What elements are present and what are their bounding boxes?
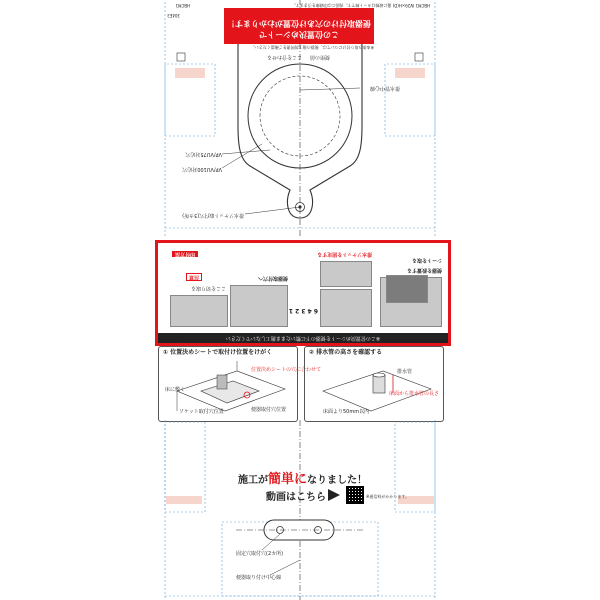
step1-note-2: 位置決めシートの穴に合わせて xyxy=(251,367,322,373)
qr-code[interactable] xyxy=(346,486,364,504)
right-note: ここを切り取る xyxy=(190,285,226,291)
flange-top-label: 便座の前 xyxy=(309,54,330,60)
how-to-heading: 取付方法 xyxy=(158,337,183,344)
step2-note-1: 排水管 xyxy=(397,369,413,375)
promo-line2-pre: 動画は xyxy=(266,492,296,503)
center-label: 6 4 3 2 1 xyxy=(288,307,318,314)
step2-panel xyxy=(304,346,444,422)
step2-note-2: 床面より50mm以内 xyxy=(323,409,370,415)
socket-hole-label: 排水ソケット取付穴(3カ所) xyxy=(182,212,244,218)
step1-note-4: ソケット取付穴位置 xyxy=(179,409,224,415)
toilet-center-label: 便器取り付け中心線 xyxy=(236,575,282,581)
photo-install-2 xyxy=(386,275,428,303)
left-caption-1: 便器を設置する xyxy=(406,267,442,273)
promo-note: ※通信料がかかります。 xyxy=(366,494,410,499)
lower-cut-lines xyxy=(0,420,600,600)
promo-post: なりました！ xyxy=(307,475,368,486)
arrow-icon xyxy=(328,489,340,501)
bolt-hole-label: 固定穴取付穴(2カ所) xyxy=(236,551,284,557)
promo-line2-bold: こちら xyxy=(296,492,326,503)
top-left-code: HBCM1 W29×H(D) 裏に破線はカット線です。表面には印刷線を引きます。 xyxy=(292,3,430,8)
right-caption: 便器取付穴へ xyxy=(257,275,288,281)
photo-socket-1 xyxy=(320,289,372,327)
center-caption: 排水ソケットを固定する xyxy=(317,251,372,257)
step2-note-3: 床面から排水管の長さ xyxy=(389,391,440,397)
banner-line-1: この位置決めシートで xyxy=(259,30,339,39)
banner-fine-print: ※本体の取り付けについては、便器の施工説明書をご確認ください。 xyxy=(250,45,374,50)
promo-line-2 xyxy=(266,488,326,503)
step1-note-3: 便器取付穴位置 xyxy=(251,407,287,413)
promo-line-1 xyxy=(238,468,367,487)
step1-panel xyxy=(158,346,322,422)
step1-title: ① 位置決めシートで取付け位置をけがく xyxy=(163,349,273,356)
upper-flipped-section xyxy=(0,0,600,236)
photo-socket-2 xyxy=(320,261,372,287)
step1-note-1: 床に敷く xyxy=(165,387,186,393)
promo-red: 簡単に xyxy=(268,472,308,487)
red-caution-panel xyxy=(155,240,451,346)
banner-line-2: 便器取付けの穴あけ位置がわかります！ xyxy=(227,19,371,28)
red-panel-title: ※この位置決めシートを便器の下に敷いたまま施工しないでください xyxy=(158,333,448,343)
left-caption-2: シートを取る xyxy=(411,257,442,263)
step2-title: ② 排水管の高さを確認する xyxy=(309,349,383,356)
top-right-code: HBCM1 xyxy=(175,3,190,8)
vp75-label: VP/VU75対応穴 xyxy=(185,151,222,157)
top-banner xyxy=(224,8,374,44)
flange-top-note: ここを合わせる xyxy=(266,54,302,60)
photo-toilet-1 xyxy=(230,285,288,327)
promo-pre: 施工が xyxy=(238,475,268,486)
right-badge: 印付方法 xyxy=(172,251,198,257)
right-tag: 注意 xyxy=(186,273,202,281)
photo-toilet-2 xyxy=(170,295,228,327)
vp100-label: VP/VU100対応穴 xyxy=(182,166,222,172)
top-left-number: 304E3 xyxy=(167,13,180,18)
drain-center-label: 排水管中心線 xyxy=(369,85,400,91)
